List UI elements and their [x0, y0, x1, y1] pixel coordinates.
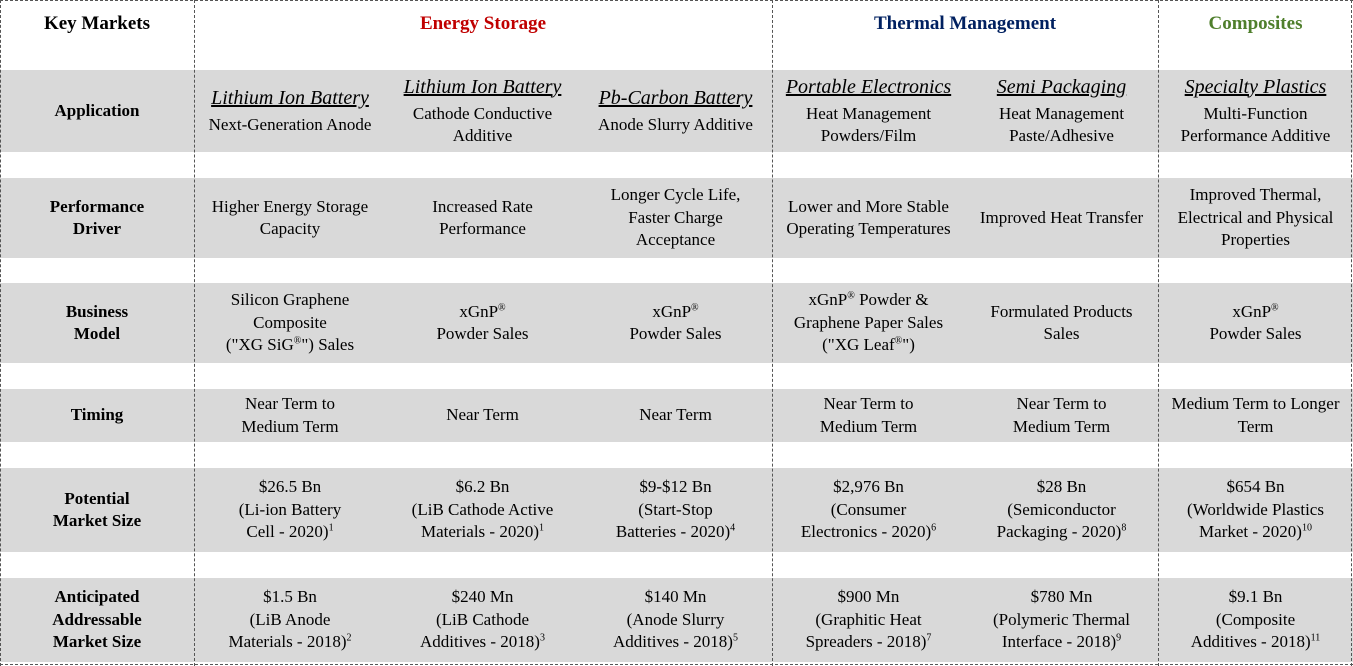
cell-text: $28 Bn (Semiconductor Packaging - 2020)$^8$ — [996, 477, 1127, 542]
footnote-marker: 5 — [732, 632, 738, 644]
row-label: Application — [54, 100, 140, 120]
application-title: Pb-Carbon Battery — [598, 86, 753, 109]
application-title: Specialty Plastics — [1184, 75, 1327, 98]
cell-text: $240 Mn (LiB Cathode Additives - 2018)$^3$ — [420, 587, 545, 652]
category-header-composites: Composites — [1208, 12, 1303, 34]
row-label: Business Model — [65, 301, 129, 343]
cell-text: $1.5 Bn (LiB Anode Materials - 2018)$^2$ — [228, 587, 352, 652]
table-cell — [579, 283, 772, 363]
table-cell — [965, 178, 1158, 258]
table-cell — [1158, 468, 1353, 552]
row-label: Anticipated Addressable Market Size — [52, 587, 142, 652]
row-label: Potential Market Size — [52, 488, 142, 530]
cell-text: Heat Management Powders/Film — [805, 103, 932, 145]
table-cell — [965, 578, 1158, 662]
table-cell — [1158, 178, 1353, 258]
table-cell — [965, 468, 1158, 552]
table-border — [0, 0, 1353, 1]
table-cell — [194, 389, 386, 442]
table-cell — [1158, 283, 1353, 363]
table-cell — [579, 468, 772, 552]
cell-text: Next-Generation Anode — [208, 114, 372, 134]
footnote-marker: 9 — [1116, 632, 1122, 644]
table-cell — [1158, 70, 1353, 152]
category-header-thermal-management: Thermal Management — [873, 12, 1057, 34]
cell-text: Near Term to Medium Term — [819, 394, 918, 436]
table-cell — [772, 70, 965, 152]
footnote-marker: 2 — [346, 632, 352, 644]
cell-text: Anode Slurry Additive — [598, 114, 753, 134]
table-cell — [579, 389, 772, 442]
table-cell — [772, 178, 965, 258]
table-cell — [386, 578, 579, 662]
table-cell — [386, 283, 579, 363]
footnote-marker: 10 — [1301, 522, 1312, 534]
cell-text: Cathode Conductive Additive — [412, 103, 553, 145]
footnote-marker: 3 — [539, 632, 545, 644]
cell-text: $654 Bn (Worldwide Plastics Market - 2020)$^{10}$ — [1187, 477, 1324, 542]
cell-text: Longer Cycle Life, Faster Charge Acceptance — [610, 185, 741, 250]
cell-text: Near Term — [639, 405, 712, 425]
cell-text: Improved Heat Transfer — [979, 207, 1144, 227]
table-cell — [386, 468, 579, 552]
application-title: Semi Packaging — [996, 75, 1127, 98]
footnote-marker: 8 — [1121, 522, 1127, 534]
table-cell — [194, 468, 386, 552]
cell-text: $26.5 Bn (Li-ion Battery Cell - 2020)$^1$ — [238, 477, 342, 542]
table-cell — [194, 70, 386, 152]
cell-text: Near Term to Medium Term — [1012, 394, 1111, 436]
application-title: Portable Electronics — [785, 75, 952, 98]
cell-text: $6.2 Bn (LiB Cathode Active Materials - 2020)$^1$ — [411, 477, 554, 542]
cell-text: xGnP® Powder Sales — [436, 301, 529, 343]
cell-text: Lower and More Stable Operating Temperatures — [786, 196, 951, 238]
cell-text: Near Term — [446, 405, 519, 425]
table-cell — [386, 389, 579, 442]
table-cell — [772, 389, 965, 442]
table-cell — [194, 178, 386, 258]
table-cell — [579, 578, 772, 662]
cell-text: Heat Management Paste/Adhesive — [998, 103, 1125, 145]
footnote-marker: 7 — [926, 632, 932, 644]
table-cell — [772, 468, 965, 552]
cell-text: Multi-Function Performance Additive — [1180, 103, 1331, 145]
row-label: Timing — [70, 405, 124, 425]
cell-text: $9-$12 Bn (Start-Stop Batteries - 2020)$^4$ — [615, 477, 736, 542]
cell-text: $900 Mn (Graphitic Heat Spreaders - 2018)$^7$ — [805, 587, 932, 652]
footnote-marker: 11 — [1310, 632, 1321, 644]
cell-text: $2,976 Bn (Consumer Electronics - 2020)$^6$ — [800, 477, 937, 542]
table-border — [0, 664, 1353, 665]
table-cell — [965, 389, 1158, 442]
table-cell — [772, 578, 965, 662]
footnote-marker: 1 — [539, 522, 544, 534]
footnote-marker: 1 — [328, 522, 334, 534]
cell-text: xGnP® Powder Sales — [629, 301, 722, 343]
cell-text: Silicon Graphene Composite ("XG SiG®") Sales — [225, 290, 355, 355]
row-label: Performance Driver — [49, 196, 145, 238]
cell-text: xGnP® Powder Sales — [1209, 301, 1302, 343]
footnote-marker: 6 — [931, 522, 937, 534]
category-header-energy-storage: Energy Storage — [419, 12, 547, 34]
footnote-marker: 4 — [730, 522, 736, 534]
cell-text: Increased Rate Performance — [432, 196, 533, 238]
cell-text: xGnP® Powder & Graphene Paper Sales ("XG Leaf®") — [793, 290, 944, 355]
cell-text: $140 Mn (Anode Slurry Additives - 2018)$^5$ — [613, 587, 738, 652]
cell-text: Medium Term to Longer Term — [1171, 394, 1340, 436]
table-cell — [194, 283, 386, 363]
cell-text: Formulated Products Sales — [990, 301, 1133, 343]
application-title: Lithium Ion Battery — [403, 75, 562, 98]
table-cell — [386, 178, 579, 258]
cell-text: $9.1 Bn (Composite Additives - 2018)$^{11}$ — [1190, 587, 1321, 652]
table-cell — [579, 70, 772, 152]
cell-text: Near Term to Medium Term — [241, 394, 339, 436]
corner-label: Key Markets — [43, 12, 151, 34]
cell-text: Improved Thermal, Electrical and Physical Properties — [1177, 185, 1334, 250]
cell-text: Higher Energy Storage Capacity — [211, 196, 369, 238]
table-cell — [965, 283, 1158, 363]
cell-text: $780 Mn (Polymeric Thermal Interface - 2018)$^9$ — [992, 587, 1131, 652]
table-cell — [1158, 389, 1353, 442]
table-cell — [386, 70, 579, 152]
table-cell — [772, 283, 965, 363]
table-cell — [1158, 578, 1353, 662]
table-cell — [194, 578, 386, 662]
table-cell — [965, 70, 1158, 152]
table-cell — [579, 178, 772, 258]
application-title: Lithium Ion Battery — [211, 86, 369, 109]
